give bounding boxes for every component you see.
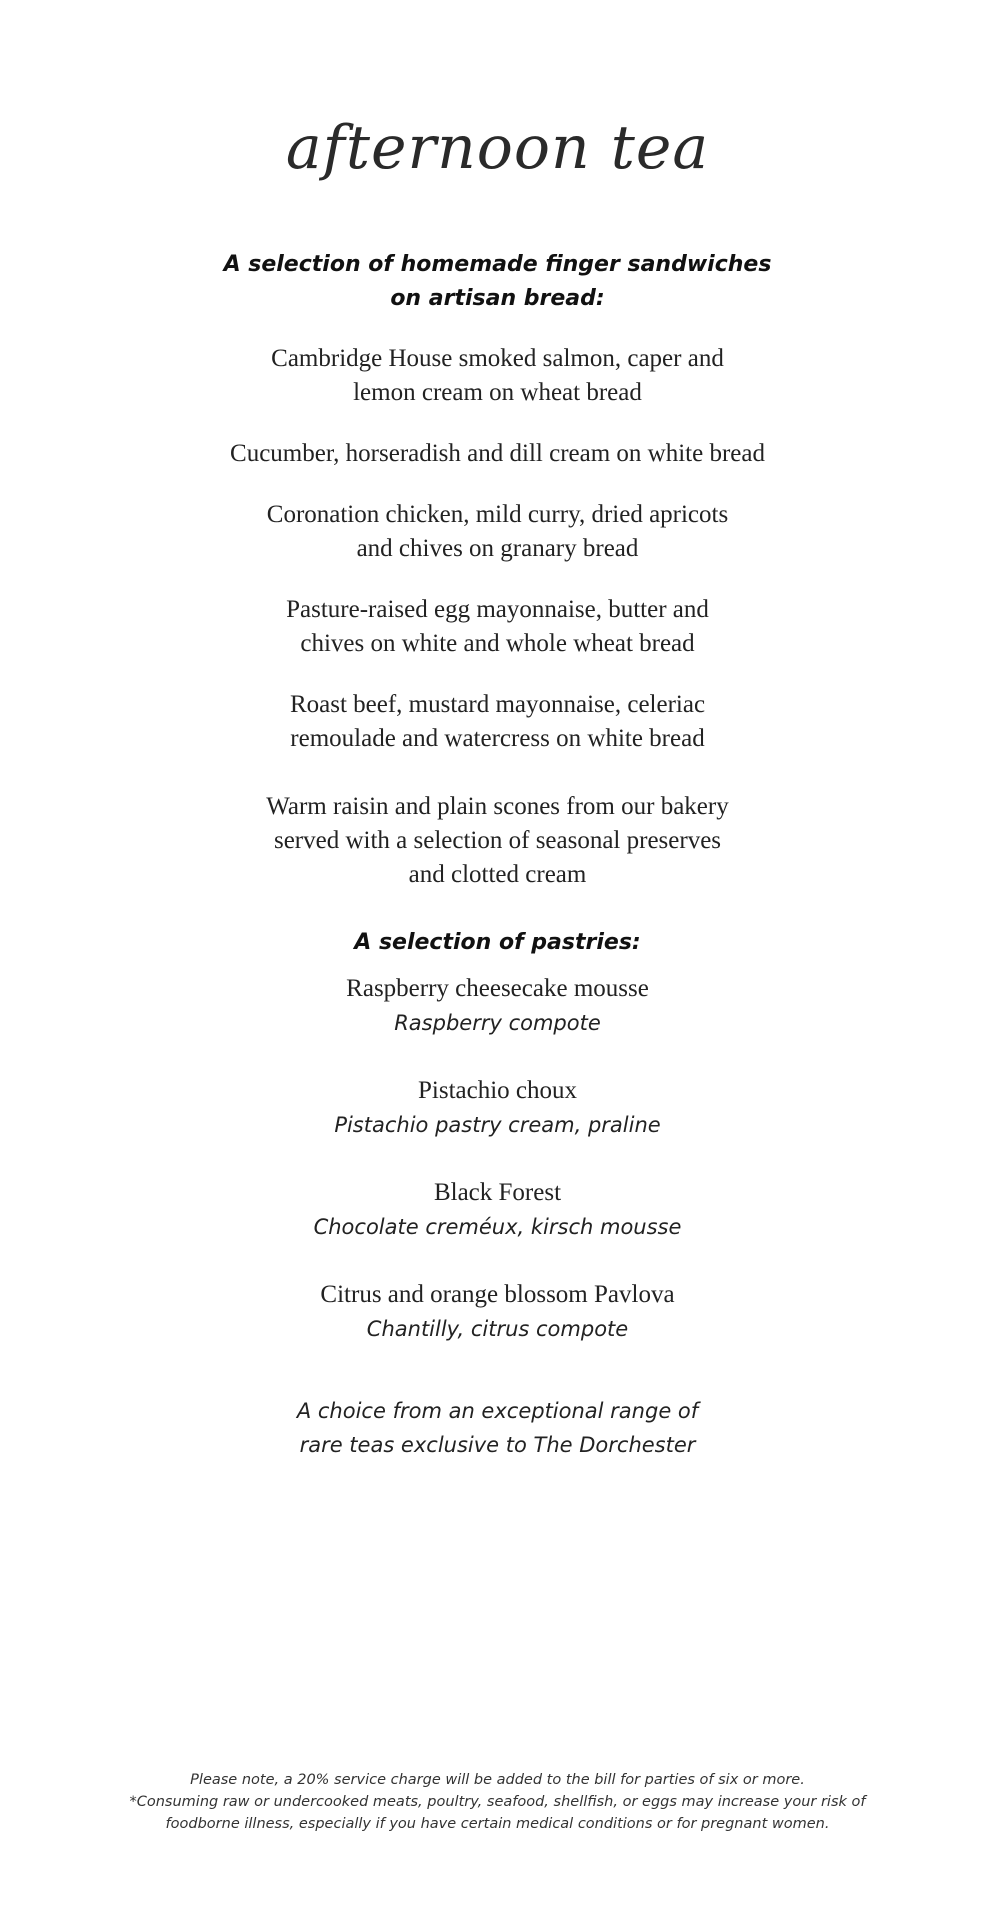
scones-line: Warm raisin and plain scones from our bakery (266, 793, 729, 820)
teas-line: A choice from an exceptional range of (296, 1399, 699, 1423)
sandwich-line: chives on white and whole wheat bread (300, 630, 695, 657)
sandwich-line: Cucumber, horseradish and dill cream on white bread (230, 440, 765, 467)
food-safety-note-cont: foodborne illness, especially if you have certain medical conditions or for pregnant women. (165, 1816, 830, 1832)
menu-title: afternoon tea (285, 113, 710, 183)
scones-line: served with a selection of seasonal preserves (273, 827, 722, 854)
sandwich-item (0, 593, 995, 661)
sandwich-line: lemon cream on wheat bread (353, 379, 642, 406)
scones-line: and clotted cream (408, 861, 587, 888)
pastry-description: Raspberry compote (394, 1011, 601, 1035)
food-safety-note: *Consuming raw or undercooked meats, poultry, seafood, shellfish, or eggs may increase your risk of (129, 1794, 866, 1810)
pastry-description: Chantilly, citrus compote (366, 1317, 629, 1341)
pastry-item (0, 1278, 995, 1346)
sandwiches-heading (218, 248, 778, 316)
sandwich-line: Coronation chicken, mild curry, dried apricots (266, 501, 729, 528)
pastry-name: Citrus and orange blossom Pavlova (320, 1281, 675, 1308)
sandwiches-heading-line: A selection of homemade finger sandwiches (223, 252, 772, 277)
scones-item (0, 790, 995, 892)
sandwiches-heading-line: on artisan bread: (390, 286, 605, 311)
sandwich-line: remoulade and watercress on white bread (290, 725, 705, 752)
teas-note (268, 1394, 728, 1462)
pastries-heading: A selection of pastries: (354, 930, 641, 955)
pastry-item (0, 972, 995, 1040)
pastry-description: Chocolate creméux, kirsch mousse (313, 1215, 682, 1239)
pastry-name: Black Forest (433, 1179, 562, 1206)
footer-notice (0, 1769, 995, 1835)
sandwich-line: and chives on granary bread (356, 535, 639, 562)
pastry-name: Pistachio choux (417, 1077, 577, 1104)
sandwich-item (0, 342, 995, 410)
pastry-item (0, 1176, 995, 1244)
pastry-name: Raspberry cheesecake mousse (346, 975, 649, 1002)
sandwich-item (0, 498, 995, 566)
sandwich-item (0, 688, 995, 756)
pastry-item (0, 1074, 995, 1142)
pastry-description: Pistachio pastry cream, praline (334, 1113, 661, 1137)
sandwich-line: Cambridge House smoked salmon, caper and (271, 345, 724, 372)
service-charge-note: Please note, a 20% service charge will be added to the bill for parties of six or more. (190, 1772, 805, 1788)
sandwich-item (0, 437, 995, 471)
sandwich-line: Roast beef, mustard mayonnaise, celeriac (289, 691, 706, 718)
menu-content (0, 248, 995, 1462)
sandwich-line: Pasture-raised egg mayonnaise, butter and (286, 596, 709, 623)
teas-line: rare teas exclusive to The Dorchester (299, 1433, 696, 1457)
